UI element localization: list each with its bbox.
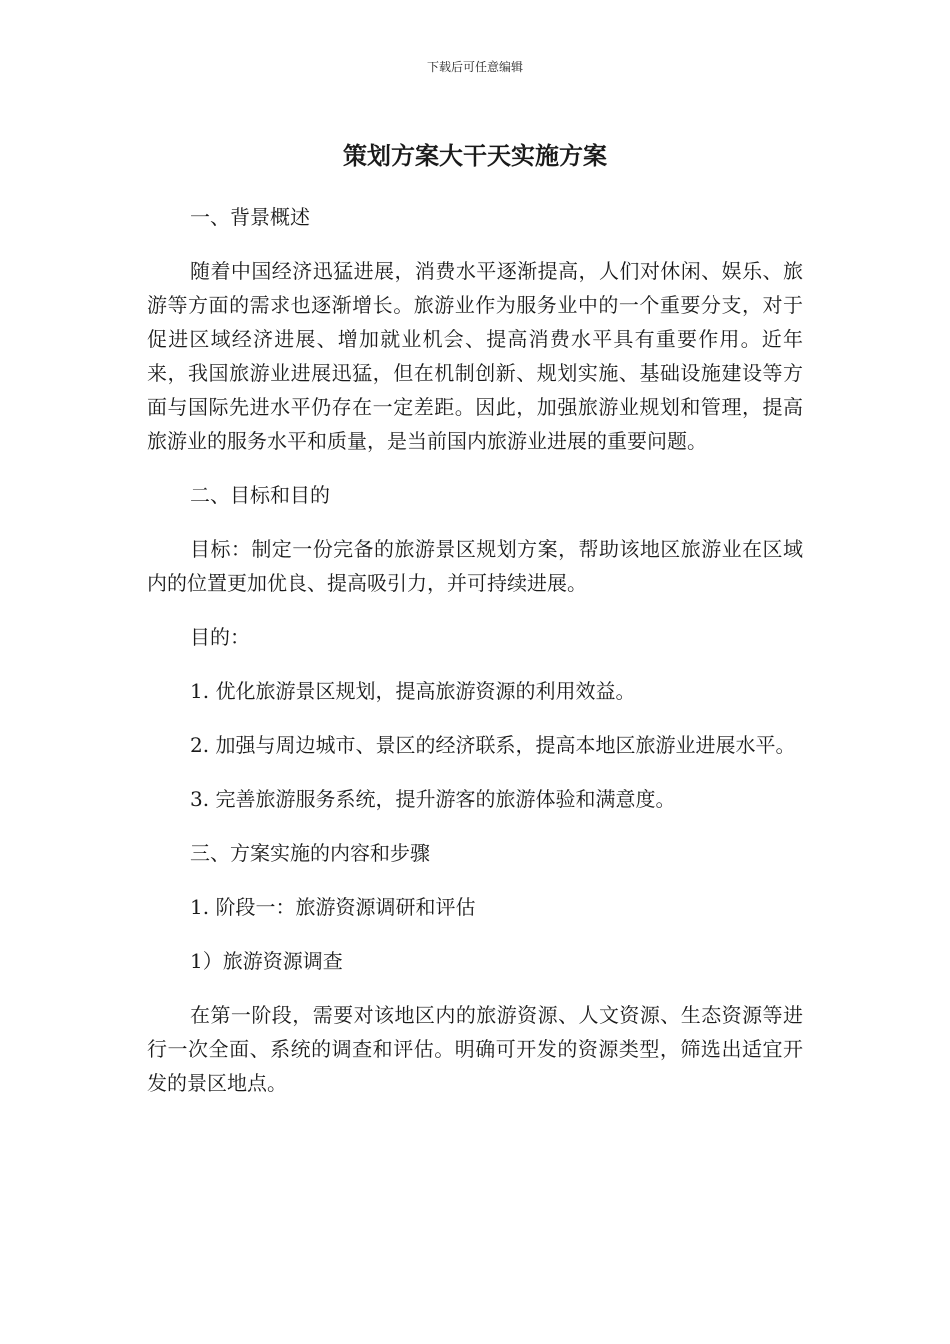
list-item-purpose-2: 2. 加强与周边城市、景区的经济联系，提高本地区旅游业进展水平。 (190, 733, 796, 757)
subheading-stage-1: 1. 阶段一：旅游资源调研和评估 (190, 895, 476, 919)
heading-goals: 二、目标和目的 (190, 483, 330, 507)
paragraph-background: 随着中国经济迅猛进展，消费水平逐渐提高，人们对休闲、娱乐、旅游等方面的需求也逐渐增长。旅游业作为服务业中的一个重要分支，对于促进区域经济进展、增加就业机会、提高消费水平具有重要作用。近年来，我国旅游业进展迅猛，但在机制创新、规划实施、基础设施建设等方面与国际先进水平仍存在一定差距。因此，加强旅游业规划和管理，提高旅游业的服务水平和质量，是当前国内旅游业进展的重要问题。 (147, 259, 803, 453)
list-item-purpose-1: 1. 优化旅游景区规划，提高旅游资源的利用效益。 (190, 679, 636, 703)
paragraph-goal: 目标：制定一份完备的旅游景区规划方案，帮助该地区旅游业在区域内的位置更加优良、提高吸引力，并可持续进展。 (147, 537, 803, 595)
list-item-purpose-3: 3. 完善旅游服务系统，提升游客的旅游体验和满意度。 (190, 787, 676, 811)
label-purpose: 目的： (190, 625, 250, 649)
document-title: 策划方案大干天实施方案 (343, 142, 607, 170)
heading-implementation: 三、方案实施的内容和步骤 (190, 841, 430, 865)
subheading-resource-survey: 1）旅游资源调查 (190, 949, 343, 973)
paragraph-resource-survey: 在第一阶段，需要对该地区内的旅游资源、人文资源、生态资源等进行一次全面、系统的调查和评估。明确可开发的资源类型，筛选出适宜开发的景区地点。 (147, 1003, 803, 1095)
header-note: 下载后可任意编辑 (426, 60, 523, 74)
heading-background: 一、背景概述 (190, 205, 310, 229)
document-body (147, 200, 803, 1120)
